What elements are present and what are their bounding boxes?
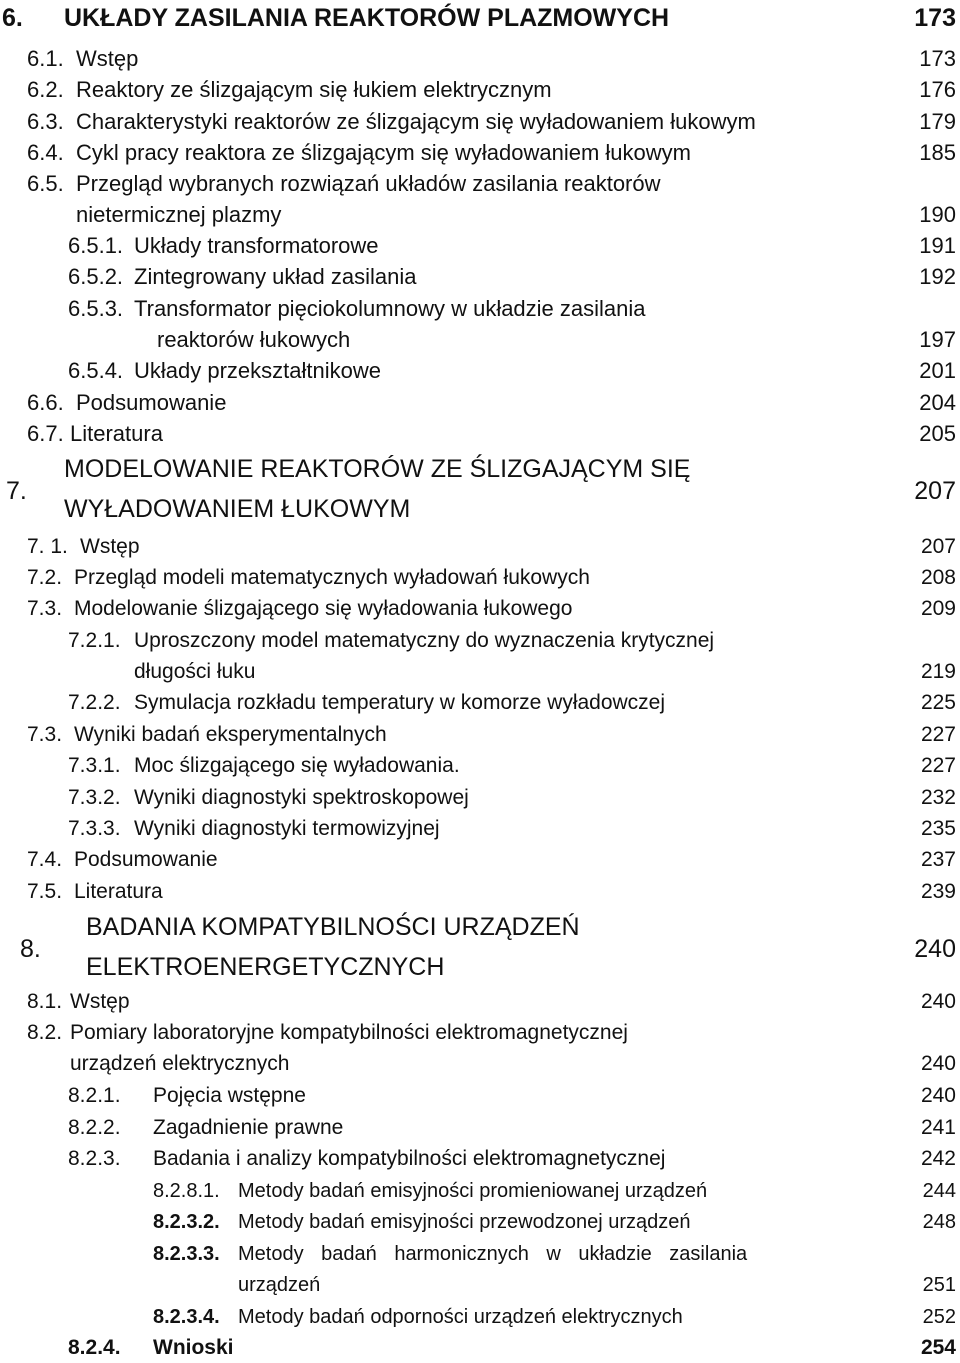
- entry-page: 185: [919, 140, 956, 165]
- entry-number: 7.3.3.: [68, 817, 121, 840]
- entry-number: 6.5.: [27, 171, 64, 196]
- toc-entry: [0, 1144, 960, 1174]
- toc-entry-continuation: [0, 1049, 960, 1079]
- toc-entry: [0, 75, 960, 105]
- entry-title: Podsumowanie: [74, 848, 218, 871]
- toc-entry: [0, 532, 960, 562]
- toc-entry: [0, 169, 960, 199]
- entry-page: 176: [919, 77, 956, 102]
- entry-title: Moc ślizgającego się wyładowania.: [134, 754, 460, 777]
- entry-title: Metody badań odporności urządzeń elektrycznych: [238, 1306, 683, 1328]
- toc-entry: [0, 1176, 960, 1206]
- entry-title: Uproszczony model matematyczny do wyznaczenia krytycznej: [134, 629, 715, 652]
- toc-entry: [0, 1081, 960, 1111]
- entry-number: 6.5.2.: [68, 264, 124, 289]
- entry-title-continued: WYŁADOWANIEM ŁUKOWYM: [64, 495, 411, 523]
- entry-page: 173: [914, 4, 956, 32]
- entry-page: 251: [922, 1274, 956, 1296]
- entry-title: Wyniki diagnostyki spektroskopowej: [134, 786, 469, 809]
- toc-entry-continuation: [0, 200, 960, 230]
- entry-title: Pojęcia wstępne: [153, 1084, 306, 1107]
- entry-page: 204: [919, 390, 956, 415]
- entry-page: 244: [922, 1180, 956, 1202]
- toc-entry-chapter-6: [0, 3, 960, 33]
- toc-entry: [0, 1333, 960, 1363]
- entry-title: BADANIA KOMPATYBILNOŚCI URZĄDZEŃ: [86, 913, 580, 941]
- entry-number: 6.5.3.: [68, 296, 124, 321]
- entry-title-continued: urządzeń: [238, 1274, 321, 1296]
- toc-entry: [0, 1302, 960, 1332]
- entry-number: 6.2.: [27, 77, 64, 102]
- entry-number: 7.3.: [27, 597, 63, 620]
- entry-page: 235: [920, 817, 956, 840]
- toc-entry: [0, 262, 960, 292]
- entry-number: 8.2.8.1.: [153, 1180, 220, 1202]
- entry-page: 240: [920, 1052, 956, 1075]
- toc-entry: [0, 1239, 960, 1269]
- entry-page: 237: [920, 848, 956, 871]
- toc-entry-continuation: [0, 657, 960, 687]
- entry-page: 240: [920, 1084, 956, 1107]
- entry-number: 6.: [2, 4, 23, 32]
- toc-entry: [0, 877, 960, 907]
- entry-number: 8.2.2.: [68, 1116, 121, 1139]
- entry-title: Pomiary laboratoryjne kompatybilności elektromagnetycznej: [70, 1021, 628, 1044]
- entry-page: 173: [919, 46, 956, 71]
- entry-page: 227: [920, 723, 956, 746]
- toc-entry: [0, 138, 960, 168]
- entry-number: 6.1.: [27, 46, 64, 71]
- toc-entry-chapter-7: [0, 452, 960, 532]
- entry-page: 197: [919, 327, 956, 352]
- entry-number: 7. 1.: [27, 535, 68, 558]
- entry-title: Literatura: [70, 421, 163, 446]
- toc-entry: [0, 1207, 960, 1237]
- entry-page: 191: [919, 233, 956, 258]
- entry-page: 190: [919, 202, 956, 227]
- entry-number: 8.2.3.4.: [153, 1306, 220, 1328]
- entry-title: Wstęp: [70, 990, 130, 1013]
- entry-number: 8.2.4.: [68, 1336, 121, 1359]
- toc-entry: [0, 720, 960, 750]
- entry-title: Wnioski: [153, 1336, 234, 1359]
- toc-entry-chapter-8: [0, 910, 960, 990]
- entry-title: Metody badań emisyjności przewodzonej urządzeń: [238, 1211, 691, 1233]
- entry-page: 192: [919, 264, 956, 289]
- entry-number: 7.: [6, 477, 27, 505]
- entry-number: 7.3.: [27, 723, 63, 746]
- toc-entry: [0, 783, 960, 813]
- entry-page: 240: [920, 990, 956, 1013]
- entry-number: 8.2.1.: [68, 1084, 121, 1107]
- entry-page: 201: [919, 358, 956, 383]
- entry-title: Wstęp: [76, 46, 139, 71]
- entry-page: 248: [922, 1211, 956, 1233]
- entry-page: 207: [920, 535, 956, 558]
- toc-entry-continuation: [0, 1270, 960, 1300]
- entry-title: MODELOWANIE REAKTORÓW ZE ŚLIZGAJĄCYM SIĘ: [64, 455, 691, 483]
- toc-entry: [0, 294, 960, 324]
- entry-title: Wyniki diagnostyki termowizyjnej: [134, 817, 440, 840]
- entry-page: 225: [920, 691, 956, 714]
- entry-page: 219: [920, 660, 956, 683]
- entry-number: 7.2.1.: [68, 629, 121, 652]
- entry-page: 232: [920, 786, 956, 809]
- entry-page: 240: [914, 935, 956, 963]
- toc-entry: [0, 356, 960, 386]
- entry-title: Metody badań emisyjności promieniowanej urządzeń: [238, 1180, 708, 1202]
- entry-title: Zintegrowany układ zasilania: [134, 264, 417, 289]
- toc-entry: [0, 987, 960, 1017]
- entry-number: 8.2.3.3.: [153, 1243, 220, 1265]
- entry-page: 252: [922, 1306, 956, 1328]
- entry-title: Wstęp: [80, 535, 140, 558]
- toc-entry: [0, 563, 960, 593]
- entry-number: 6.4.: [27, 140, 64, 165]
- entry-number: 8.: [20, 935, 41, 963]
- entry-title: Transformator pięciokolumnowy w układzie zasilania: [134, 296, 646, 321]
- entry-title-continued: ELEKTROENERGETYCZNYCH: [86, 953, 445, 981]
- entry-page: 208: [920, 566, 956, 589]
- entry-number: 6.3.: [27, 109, 64, 134]
- toc-entry: [0, 419, 960, 449]
- entry-title: Podsumowanie: [76, 390, 227, 415]
- entry-title: Metody badań harmonicznych w układzie zasilania: [238, 1243, 748, 1265]
- toc-entry: [0, 751, 960, 781]
- entry-title: Układy przekształtnikowe: [134, 358, 381, 383]
- toc-entry: [0, 388, 960, 418]
- entry-page: 241: [920, 1116, 956, 1139]
- entry-number: 7.4.: [27, 848, 63, 871]
- entry-page: 207: [914, 477, 956, 505]
- entry-title: Badania i analizy kompatybilności elektromagnetycznej: [153, 1147, 666, 1170]
- entry-number: 6.7.: [27, 421, 64, 446]
- entry-title: Cykl pracy reaktora ze ślizgającym się wyładowaniem łukowym: [76, 140, 691, 165]
- toc-entry: [0, 1018, 960, 1048]
- entry-number: 6.6.: [27, 390, 64, 415]
- toc-entry: [0, 845, 960, 875]
- entry-title: UKŁADY ZASILANIA REAKTORÓW PLAZMOWYCH: [64, 4, 670, 32]
- entry-title: Zagadnienie prawne: [153, 1116, 344, 1139]
- toc-entry: [0, 107, 960, 137]
- toc-entry: [0, 626, 960, 656]
- toc-entry: [0, 814, 960, 844]
- toc-entry: [0, 1113, 960, 1143]
- entry-page: 209: [920, 597, 956, 620]
- entry-title: Układy transformatorowe: [134, 233, 379, 258]
- entry-title: Charakterystyki reaktorów ze ślizgającym się wyładowaniem łukowym: [76, 109, 756, 134]
- entry-title: Symulacja rozkładu temperatury w komorze wyładowczej: [134, 691, 666, 714]
- entry-title-continued: nietermicznej plazmy: [76, 202, 282, 227]
- entry-title: Przegląd wybranych rozwiązań układów zasilania reaktorów: [76, 171, 661, 196]
- entry-title-continued: długości łuku: [134, 660, 256, 683]
- entry-number: 8.2.3.2.: [153, 1211, 220, 1233]
- entry-number: 7.5.: [27, 880, 63, 903]
- entry-title: Przegląd modeli matematycznych wyładowań łukowych: [74, 566, 590, 589]
- entry-title: Reaktory ze ślizgającym się łukiem elektrycznym: [76, 77, 552, 102]
- toc-entry-continuation: [0, 325, 960, 355]
- entry-number: 8.2.3.: [68, 1147, 121, 1170]
- toc-entry: [0, 688, 960, 718]
- toc-entry: [0, 594, 960, 624]
- entry-page: 227: [920, 754, 956, 777]
- entry-page: 179: [919, 109, 956, 134]
- entry-title-continued: reaktorów łukowych: [157, 327, 351, 352]
- entry-number: 7.2.: [27, 566, 63, 589]
- entry-page: 242: [920, 1147, 956, 1170]
- entry-page: 239: [920, 880, 956, 903]
- entry-page: 205: [919, 421, 956, 446]
- entry-number: 7.3.1.: [68, 754, 121, 777]
- entry-title: Modelowanie ślizgającego się wyładowania łukowego: [74, 597, 573, 620]
- entry-title: Wyniki badań eksperymentalnych: [74, 723, 387, 746]
- toc-entry: [0, 44, 960, 74]
- entry-title: Literatura: [74, 880, 163, 903]
- entry-title-continued: urządzeń elektrycznych: [70, 1052, 290, 1075]
- entry-number: 6.5.1.: [68, 233, 124, 258]
- entry-number: 7.2.2.: [68, 691, 121, 714]
- entry-page: 254: [920, 1336, 956, 1359]
- entry-number: 8.1.: [27, 990, 63, 1013]
- entry-number: 8.2.: [27, 1021, 63, 1044]
- entry-number: 6.5.4.: [68, 358, 124, 383]
- toc-entry: [0, 231, 960, 261]
- entry-number: 7.3.2.: [68, 786, 121, 809]
